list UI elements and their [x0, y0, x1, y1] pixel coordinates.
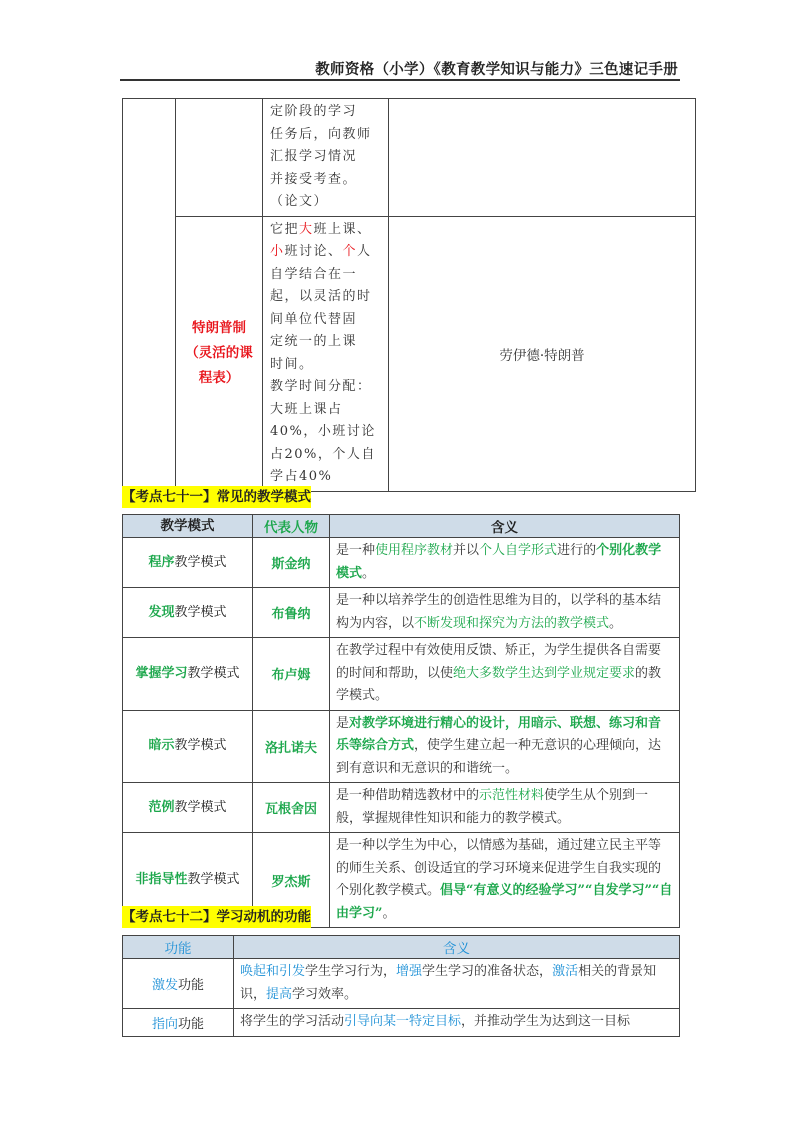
model-name-cell [123, 588, 253, 638]
highlight-text: 引导向某一特定目标 [344, 1014, 462, 1029]
meaning-cell [234, 1009, 680, 1037]
highlight-text: 唤起和引发 [240, 964, 306, 979]
system-name-line: 特朗普制 [192, 320, 246, 336]
text-run: 班上课、 [313, 221, 372, 237]
text-line: 定统一的上课 [270, 334, 358, 349]
empty-cell [123, 99, 176, 492]
text-run: 在教学过程中有效使用反馈、矫正，为学生提供各自需要的时间和帮助，以使 [336, 643, 662, 681]
model-name-rest: 教学模式 [174, 554, 227, 570]
meaning-cell [330, 833, 680, 928]
text-run: 并以 [453, 543, 480, 558]
text-line: 起，以灵活的时 [270, 289, 372, 304]
representative-cell: 劳伊德·特朗普 [389, 216, 696, 491]
page-header-title: 教师资格（小学）《教育教学知识与能力》三色速记手册 [315, 61, 678, 78]
header-person: 代表人物 [253, 515, 330, 538]
meaning-cell [330, 783, 680, 833]
continuation-table [122, 98, 696, 492]
header-function: 功能 [123, 936, 234, 959]
text-run: ，使学生建立起一种无意识的心理倾向，达到有意识和无意识的和谐统一。 [336, 738, 662, 776]
highlight-text: 激活 [552, 964, 579, 979]
model-name-rest: 教学模式 [174, 604, 227, 620]
text-run: 学生学习的准备状态， [422, 964, 553, 979]
system-name-cell [176, 216, 263, 491]
highlight-text: 大 [299, 221, 314, 237]
highlight-text: 小 [270, 244, 285, 259]
model-name-cell [123, 538, 253, 588]
text-line [270, 219, 382, 242]
table-row [123, 783, 680, 833]
text-run: 使学生从个别到一般，掌握规律性知识和能力的教学模式。 [336, 788, 649, 826]
meaning-cell [330, 710, 680, 783]
description-cell [263, 99, 389, 217]
highlight-text: 提高 [266, 986, 293, 1002]
text-line: 40%，小班讨论 [270, 424, 376, 439]
table-row [123, 99, 696, 217]
text-run: ，并推动学生为达到这一目标 [461, 1014, 631, 1029]
model-name-highlight: 暗示 [148, 738, 175, 754]
text-run: 进行的 [557, 543, 597, 558]
function-name-cell [123, 1009, 234, 1037]
function-name-highlight: 指向 [151, 1016, 178, 1032]
model-name-rest: 教学模式 [174, 799, 227, 815]
empty-cell [389, 99, 696, 217]
header-meaning: 含义 [234, 936, 680, 959]
section-heading-71: 【考点七十一】常见的教学模式 [122, 486, 311, 508]
text-run: 是一种借助精选教材中的 [336, 788, 480, 803]
highlight-text: 倡导“有意义的经验学习”“自发学习”“自由学习” [336, 883, 673, 921]
function-name-rest: 功能 [178, 1016, 205, 1032]
representative-cell: 罗杰斯 [253, 833, 330, 928]
function-name-rest: 功能 [178, 978, 205, 993]
table-row [123, 588, 680, 638]
meaning-cell [330, 588, 680, 638]
text-run: 是一种以学生为中心，以情感为基础，通过建立民主平等的师生关系、创设适宜的学习环境来促进学生自我实现的个别化教学模式。 [336, 838, 662, 898]
representative-cell: 布卢姆 [253, 638, 330, 711]
model-name-rest: 教学模式 [187, 665, 240, 681]
model-name-highlight: 范例 [148, 799, 175, 815]
table-header-row [123, 515, 680, 538]
text-run: 班讨论、 [284, 244, 343, 259]
representative-cell: 布鲁纳 [253, 588, 330, 638]
text-run: 相关的背景知识， [240, 964, 657, 1002]
representative-cell: 瓦根舍因 [253, 783, 330, 833]
text-run: 。 [609, 615, 623, 631]
text-run: 。 [382, 905, 396, 921]
model-name-highlight: 发现 [148, 604, 175, 620]
system-name-line: 程表） [198, 370, 240, 386]
highlight-text: 个人自学形式 [479, 543, 558, 558]
meaning-cell [330, 638, 680, 711]
description-cell [263, 216, 389, 491]
model-name-highlight: 程序 [148, 554, 175, 570]
representative-cell: 斯金纳 [253, 538, 330, 588]
text-line: 学占40% [270, 469, 333, 484]
header-divider [120, 79, 680, 81]
text-line: 汇报学习情况 [270, 149, 358, 164]
model-name-rest: 教学模式 [174, 738, 227, 754]
highlight-text: 绝大多数学生达到学业规定要求 [453, 665, 636, 681]
highlight-text: 示范性材料 [479, 788, 545, 803]
representative-cell: 洛扎诺夫 [253, 710, 330, 783]
table-row [123, 538, 680, 588]
text-run: 的教学模式。 [336, 665, 662, 703]
model-name-highlight: 非指导性 [135, 872, 188, 887]
text-run: 是 [336, 715, 350, 731]
table-row [123, 216, 696, 491]
highlight-text: 不断发现和探究为方法的教学模式 [414, 615, 610, 631]
text-run: 将学生的学习活动 [240, 1014, 345, 1029]
text-line: 任务后，向教师 [270, 126, 372, 142]
text-run: 是一种 [336, 543, 376, 558]
text-run: 是一种以培养学生的创造性思维为目的，以学科的基本结构为内容，以 [336, 593, 662, 631]
text-line: 定阶段的学习 [270, 104, 358, 119]
text-line: 自学结合在一 [270, 266, 358, 282]
text-line: 教学时间分配： [270, 379, 372, 394]
text-run: 人 [357, 244, 372, 259]
text-run: 学生学习行为， [305, 964, 397, 979]
meaning-cell [234, 959, 680, 1009]
highlight-text: 个 [342, 244, 358, 259]
teaching-models-table [122, 514, 680, 928]
text-line: （论文） [270, 194, 329, 209]
highlight-text: 使用程序教材 [375, 543, 454, 558]
function-name-cell [123, 959, 234, 1009]
system-name-line: （灵活的课 [185, 345, 253, 361]
empty-cell [176, 99, 263, 217]
model-name-highlight: 掌握学习 [135, 665, 188, 681]
text-run: 它把 [270, 221, 300, 237]
table-row [123, 1009, 680, 1037]
table-row [123, 710, 680, 783]
model-name-cell [123, 783, 253, 833]
meaning-cell [330, 538, 680, 588]
model-name-cell [123, 710, 253, 783]
header-model: 教学模式 [123, 515, 253, 538]
text-run: 。 [362, 565, 376, 581]
highlight-text: 增强 [396, 964, 423, 979]
table-row [123, 959, 680, 1009]
text-line: 时间。 [270, 356, 314, 372]
highlight-text: 对教学环境进行精心的设计，用暗示、联想、练习和音乐等综合方式 [336, 715, 662, 753]
text-line: 占20%，个人自 [270, 446, 376, 462]
function-name-highlight: 激发 [151, 978, 178, 993]
table-row [123, 638, 680, 711]
text-line: 间单位代替固 [270, 311, 358, 327]
highlight-text: 个别化教学模式 [336, 543, 662, 581]
text-run: 学习效率。 [292, 986, 358, 1002]
motivation-functions-table [122, 935, 680, 1037]
header-meaning: 含义 [330, 515, 680, 538]
model-name-rest: 教学模式 [187, 872, 240, 887]
text-line [270, 241, 382, 264]
section-heading-72: 【考点七十二】学习动机的功能 [122, 906, 311, 928]
text-line: 大班上课占 [270, 401, 343, 417]
table-header-row [123, 936, 680, 959]
text-line: 并接受考查。 [270, 171, 358, 187]
model-name-cell [123, 638, 253, 711]
